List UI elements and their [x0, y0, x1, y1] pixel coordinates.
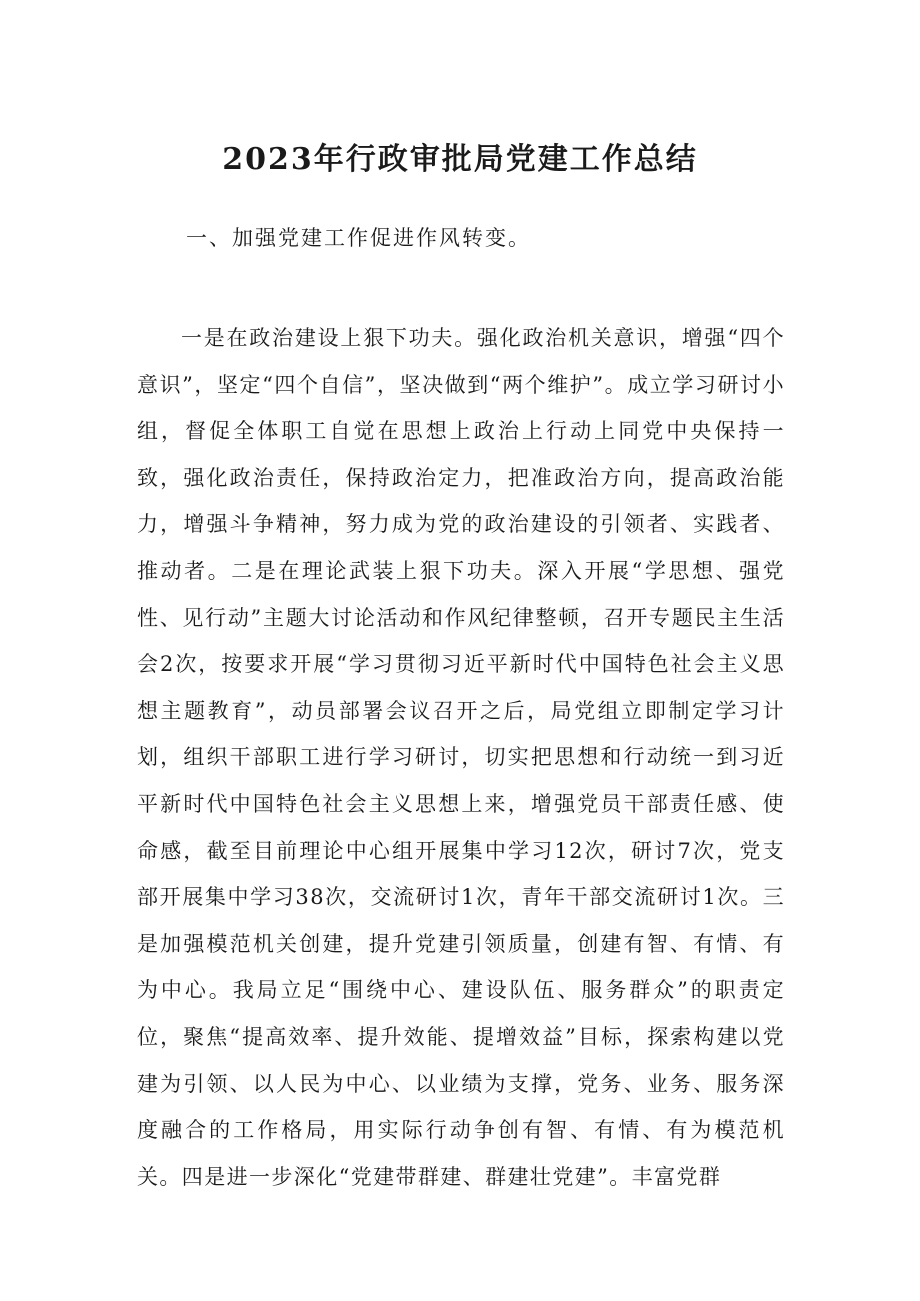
document-title: 2023年行政审批局党建工作总结 — [222, 142, 698, 177]
section-heading: 一、加强党建工作促进作风转变。 — [186, 226, 531, 250]
body-paragraph: 一是在政治建设上狠下功夫。强化政治机关意识，增强“四个意识”，坚定“四个自信”，坚决做到“两个维护”。成立学习研讨小组，督促全体职工自觉在思想上政治上行动上同党中央保持一致，强化政治责任，保持政治定力，把准政治方向，提高政治能力，增强斗争精神，努力成为党的政治建设的引领者、实践者、推动者。二是在理论武装上狠下功夫。深入开展“学思想、强党性、见行动”主题大讨论活动和作风纪律整顿，召开专题民主生活会2次，按要求开展“学习贯彻习近平新时代中国特色社会主义思想主题教育”，动员部署会议召开之后，局党组立即制定学习计划，组织干部职工进行学习研讨，切实把思想和行动统一到习近平新时代中国特色社会主义思想上来，增强党员干部责任感、使命感，截至目前理论中心组开展集中学习12次，研讨7次，党支部开展集中学习38次，交流研讨1次，青年干部交流研讨1次。三是加强模范机关创建，提升党建引领质量，创建有智、有情、有为中心。我局立足“围绕中心、建设队伍、服务群众”的职责定位，聚焦“提高效率、提升效能、提增效益”目标，探索构建以党建为引领、以人民为中心、以业绩为支撑，党务、业务、服务深度融合的工作格局，用实际行动争创有智、有情、有为模范机关。四是进一步深化“党建带群建、群建壮党建”。丰富党群 — [137, 326, 785, 1189]
